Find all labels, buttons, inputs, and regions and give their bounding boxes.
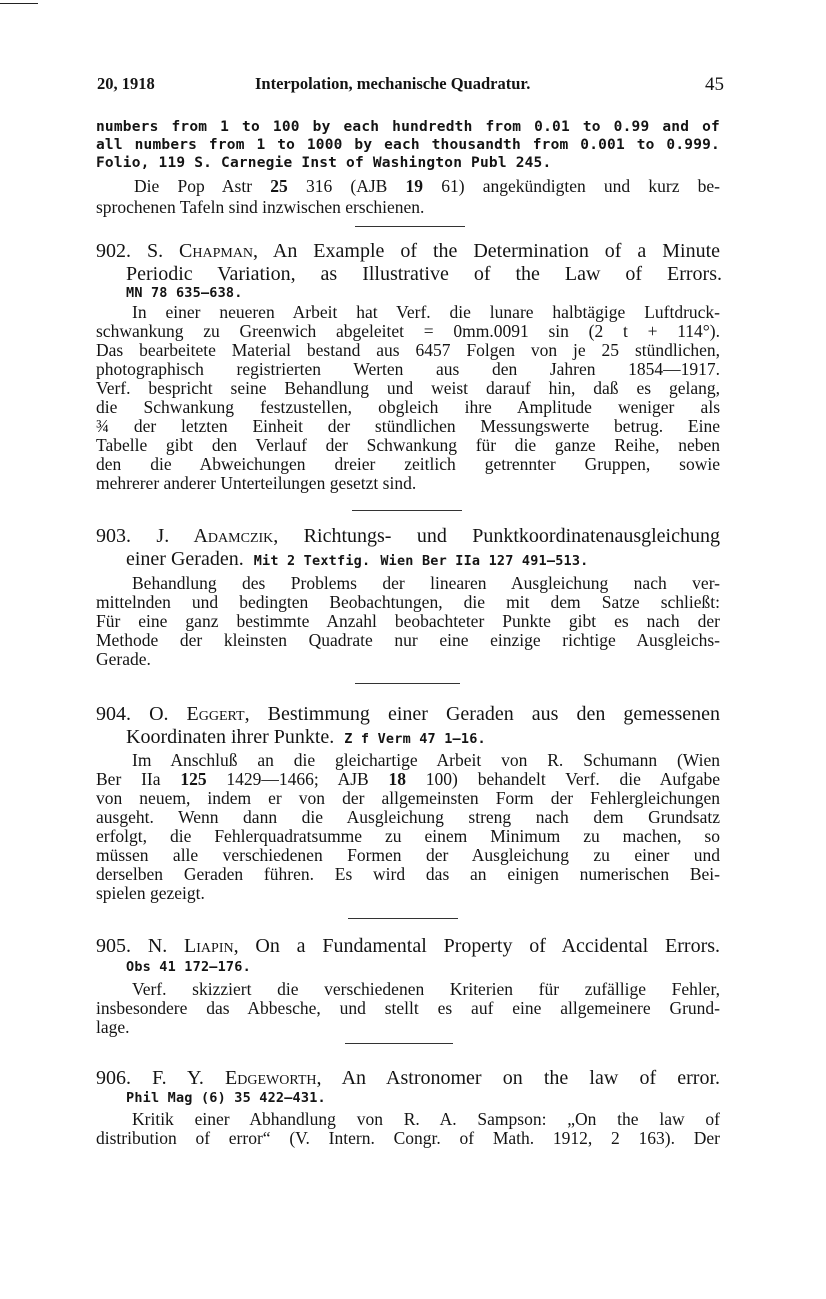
separator-rule [348, 918, 458, 919]
entry-903-title-cont [126, 548, 722, 572]
separator-rule [355, 226, 465, 227]
intro-text: Die Pop Astr [134, 176, 271, 196]
entry-title: Richtungs- und Punktkoordinatenausgleichung [303, 525, 720, 547]
entry-author: O. Eggert, [149, 703, 250, 725]
entry-902-body-line: Tabelle gibt den Verlauf der Schwankung für die ganze Reihe, neben [96, 435, 720, 455]
entry-902-heading [96, 240, 720, 262]
intro-line-2: all numbers from 1 to 1000 by each thousandth from 0.001 to 0.999. [96, 137, 720, 153]
entry-number: 903. [96, 525, 131, 547]
entry-906-heading [96, 1067, 720, 1089]
entry-905-heading [96, 935, 720, 957]
entry-902-body-line: schwankung zu Greenwich abgeleitet = 0mm.0091 sin (2 t + 114°). [96, 321, 720, 341]
entry-number: 902. [96, 240, 131, 262]
separator-rule [352, 510, 462, 511]
body-volume: 125 [180, 769, 207, 789]
intro-volume: 25 [270, 176, 288, 196]
entry-figures: Mit 2 Textfig. [253, 553, 371, 569]
running-header [97, 74, 724, 96]
entry-902-body-line: die Schwankung festzustellen, obgleich ihre Amplitude weniger als [96, 397, 720, 417]
intro-text: 61) angekündigten und kurz be- [423, 176, 720, 196]
separator-rule [345, 1043, 453, 1044]
entry-903-body-line: mittelnden und bedingten Beobachtungen, die mit dem Satze schließt: [96, 592, 720, 612]
entry-902-title-cont: Periodic Variation, as Illustrative of the Law of Errors. [126, 263, 722, 285]
entry-citation: Wien Ber IIa 127 491—513. [380, 553, 589, 569]
intro-line-3: Folio, 119 S. Carnegie Inst of Washington Publ 245. [96, 155, 552, 171]
intro-text: 316 (AJB [287, 176, 406, 196]
entry-906-citation: Phil Mag (6) 35 422—431. [126, 1090, 326, 1106]
entry-author: J. Adamczik, [156, 525, 279, 547]
entry-title: einer Geraden. [126, 548, 244, 570]
intro-line-5: sprochenen Tafeln sind inzwischen erschienen. [96, 197, 425, 217]
entry-author: N. Liapin, [147, 935, 239, 957]
entry-author: S. Chapman, [146, 240, 259, 262]
entry-902-body-line: Verf. bespricht seine Behandlung und weist darauf hin, daß es gelang, [96, 378, 720, 398]
entry-904-body-line: derselben Geraden führen. Es wird das an einigen numerischen Bei- [96, 864, 720, 884]
entry-902-body-line: mehrerer anderer Unterteilungen gesetzt sind. [96, 473, 417, 493]
entry-number: 905. [96, 935, 131, 957]
entry-906-body-line: distribution of error“ (V. Intern. Congr. of Math. 1912, 2 163). Der [96, 1128, 720, 1148]
entry-903-body-line: Methode der kleinsten Quadrate nur eine einzige richtige Ausgleichs- [96, 630, 720, 650]
entry-number: 906. [96, 1067, 131, 1089]
entry-905-body-line: insbesondere das Abbesche, und stellt es auf eine allgemeinere Grund- [96, 998, 720, 1018]
entry-title: Bestimmung einer Geraden aus den gemessenen [267, 703, 721, 725]
entry-903-body-line: Für eine ganz bestimmte Anzahl beobachteter Punkte gibt es nach der [96, 611, 720, 631]
entry-902-body-line: ¾ der letzten Einheit der stündlichen Messungswerte betrug. Eine [96, 416, 720, 436]
intro-line-1: numbers from 1 to 100 by each hundredth from 0.01 to 0.99 and of [96, 119, 720, 135]
entry-number: 904. [96, 703, 131, 725]
entry-904-body-line: ausgeht. Wenn dann die Ausgleichung streng nach dem Grundsatz [96, 807, 720, 827]
entry-902-body-line: photographisch registrierten Werten aus den Jahren 1854—1917. [96, 359, 720, 379]
entry-902-body-line: Das bearbeitete Material bestand aus 6457 Folgen von je 25 stündlichen, [96, 340, 720, 360]
entry-904-body-line: müssen alle verschiedenen Formen der Ausgleichung zu einer und [96, 845, 720, 865]
entry-903-body-line: Behandlung des Problems der linearen Ausgleichung nach ver- [132, 573, 720, 593]
entry-author: F. Y. Edgeworth, [152, 1067, 322, 1089]
entry-903-body-line: Gerade. [96, 649, 151, 669]
separator-rule [355, 683, 460, 684]
entry-title: An Example of the Determination of a Minute [272, 240, 721, 262]
page-number: 45 [705, 74, 724, 95]
entry-title: Koordinaten ihrer Punkte. [126, 726, 335, 748]
entry-citation: Z f Verm 47 1—16. [344, 731, 486, 747]
entry-905-body-line: lage. [96, 1017, 130, 1037]
intro-line-4 [96, 177, 720, 196]
entry-903-heading [96, 525, 720, 547]
body-text: 100) behandelt Verf. die Aufgabe [406, 769, 720, 789]
entry-title: On a Fundamental Property of Accidental Errors. [255, 935, 721, 957]
corner-rule [0, 3, 38, 4]
entry-902-citation: MN 78 635—638. [126, 285, 243, 301]
entry-904-body-line: spielen gezeigt. [96, 883, 205, 903]
entry-904-body-line: erfolgt, die Fehlerquadratsumme zu einem Minimum zu machen, so [96, 826, 720, 846]
body-text: Ber IIa [96, 769, 181, 789]
entry-902-body-line: den die Abweichungen dreier zeitlich getrennter Gruppen, sowie [96, 454, 720, 474]
header-volume-year: 20, 1918 [97, 74, 155, 93]
body-volume: 18 [388, 769, 406, 789]
entry-904-body-line: von neuem, indem er von der allgemeinsten Form der Fehlergleichungen [96, 788, 720, 808]
intro-volume: 19 [405, 176, 424, 196]
entry-904-body-line: Im Anschluß an die gleichartige Arbeit von R. Schumann (Wien [132, 750, 720, 770]
entry-905-body-line: Verf. skizziert die verschiedenen Kriterien für zufällige Fehler, [132, 979, 720, 999]
entry-title: An Astronomer on the law of error. [341, 1067, 720, 1089]
entry-905-citation: Obs 41 172—176. [126, 959, 251, 975]
entry-904-title-cont [126, 726, 722, 750]
entry-904-body-line [96, 770, 720, 789]
entry-906-body-line: Kritik einer Abhandlung von R. A. Sampson: „On the law of [132, 1109, 720, 1129]
body-text: 1429—1466; AJB [206, 769, 389, 789]
entry-902-body-line: In einer neueren Arbeit hat Verf. die lunare halbtägige Luftdruck- [132, 302, 720, 322]
entry-904-heading [96, 703, 720, 725]
header-section-title: Interpolation, mechanische Quadratur. [255, 74, 531, 93]
